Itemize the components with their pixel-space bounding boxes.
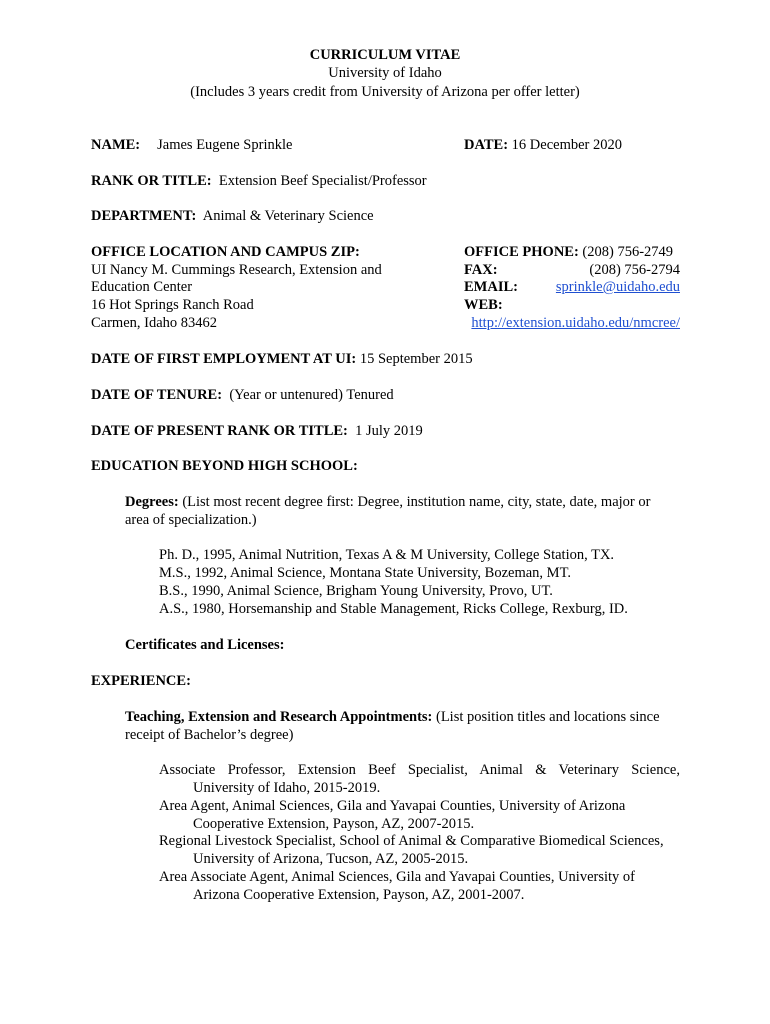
degree-item: M.S., 1992, Animal Science, Montana State University, Bozeman, MT. xyxy=(159,565,571,581)
appointment-item-cont: University of Idaho, 2015-2019. xyxy=(193,780,381,796)
name-row xyxy=(91,137,292,155)
phone-row xyxy=(464,244,673,262)
office-line: Education Center xyxy=(91,279,193,295)
phone-value: (208) 756-2749 xyxy=(582,244,674,260)
appointment-item-cont: University of Arizona, Tucson, AZ, 2005-2015. xyxy=(193,851,469,867)
office-line: UI Nancy M. Cummings Research, Extension and xyxy=(91,262,382,278)
education-heading: EDUCATION BEYOND HIGH SCHOOL: xyxy=(91,458,358,474)
office-line: 16 Hot Springs Ranch Road xyxy=(91,297,254,313)
appointment-item: Area Agent, Animal Sciences, Gila and Yavapai Counties, University of Arizona xyxy=(159,798,626,814)
rank-row xyxy=(91,173,427,191)
name-label: NAME: xyxy=(91,137,141,153)
certificates-label: Certificates and Licenses: xyxy=(125,637,285,653)
name-value: James Eugene Sprinkle xyxy=(157,137,293,153)
present-rank-value: 1 July 2019 xyxy=(355,423,423,439)
appointment-item: Area Associate Agent, Animal Sciences, Gila and Yavapai Counties, University of xyxy=(159,869,635,885)
degrees-label: Degrees: xyxy=(125,494,179,510)
present-rank-label: DATE OF PRESENT RANK OR TITLE: xyxy=(91,423,348,439)
department-row xyxy=(91,208,374,226)
tenure-label: DATE OF TENURE: xyxy=(91,387,223,403)
tenure-value: (Year or untenured) Tenured xyxy=(229,387,394,403)
web-link[interactable]: http://extension.uidaho.edu/nmcree/ xyxy=(471,315,680,331)
appointments-note-cont: receipt of Bachelor’s degree) xyxy=(125,727,294,743)
degrees-note: (List most recent degree first: Degree, institution name, city, state, date, major or xyxy=(182,494,651,510)
appointments-intro xyxy=(125,709,660,727)
department-value: Animal & Veterinary Science xyxy=(202,208,374,224)
first-employment-label: DATE OF FIRST EMPLOYMENT AT UI: xyxy=(91,351,357,367)
tenure-row xyxy=(91,387,394,405)
fax-label: FAX: xyxy=(464,262,498,278)
rank-label: RANK OR TITLE: xyxy=(91,173,212,189)
web-label: WEB: xyxy=(464,297,503,313)
date-row xyxy=(464,137,622,155)
date-value: 16 December 2020 xyxy=(511,137,622,153)
cv-title: CURRICULUM VITAE xyxy=(309,47,461,63)
university-name: University of Idaho xyxy=(328,65,442,81)
credit-note: (Includes 3 years credit from University of Arizona per offer letter) xyxy=(190,84,580,100)
office-label: OFFICE LOCATION AND CAMPUS ZIP: xyxy=(91,244,360,260)
appointment-item: Regional Livestock Specialist, School of Animal & Comparative Biomedical Sciences, xyxy=(159,833,664,849)
present-rank-row xyxy=(91,423,423,441)
phone-label: OFFICE PHONE: xyxy=(464,244,579,260)
appointment-item-cont: Arizona Cooperative Extension, Payson, AZ, 2001-2007. xyxy=(193,887,525,903)
degrees-intro xyxy=(125,494,650,512)
office-line: Carmen, Idaho 83462 xyxy=(91,315,218,331)
degree-item: B.S., 1990, Animal Science, Brigham Young University, Provo, UT. xyxy=(159,583,553,599)
degree-item: A.S., 1980, Horsemanship and Stable Management, Ricks College, Rexburg, ID. xyxy=(159,601,628,617)
fax-value: (208) 756-2794 xyxy=(589,262,680,278)
department-label: DEPARTMENT: xyxy=(91,208,197,224)
degrees-note-cont: area of specialization.) xyxy=(125,512,257,528)
degree-item: Ph. D., 1995, Animal Nutrition, Texas A & M University, College Station, TX. xyxy=(159,547,615,563)
experience-heading: EXPERIENCE: xyxy=(91,673,191,689)
appointment-item: Associate Professor, Extension Beef Specialist, Animal & Veterinary Science, xyxy=(159,762,680,778)
date-label: DATE: xyxy=(464,137,509,153)
appointment-item-cont: Cooperative Extension, Payson, AZ, 2007-2015. xyxy=(193,816,475,832)
email-link[interactable]: sprinkle@uidaho.edu xyxy=(555,279,680,295)
email-label: EMAIL: xyxy=(464,279,518,295)
rank-value: Extension Beef Specialist/Professor xyxy=(218,173,427,189)
first-employment-row xyxy=(91,351,473,369)
appointments-note: (List position titles and locations since xyxy=(436,709,660,725)
first-employment-value: 15 September 2015 xyxy=(359,351,473,367)
appointments-label: Teaching, Extension and Research Appointments: xyxy=(125,709,433,725)
